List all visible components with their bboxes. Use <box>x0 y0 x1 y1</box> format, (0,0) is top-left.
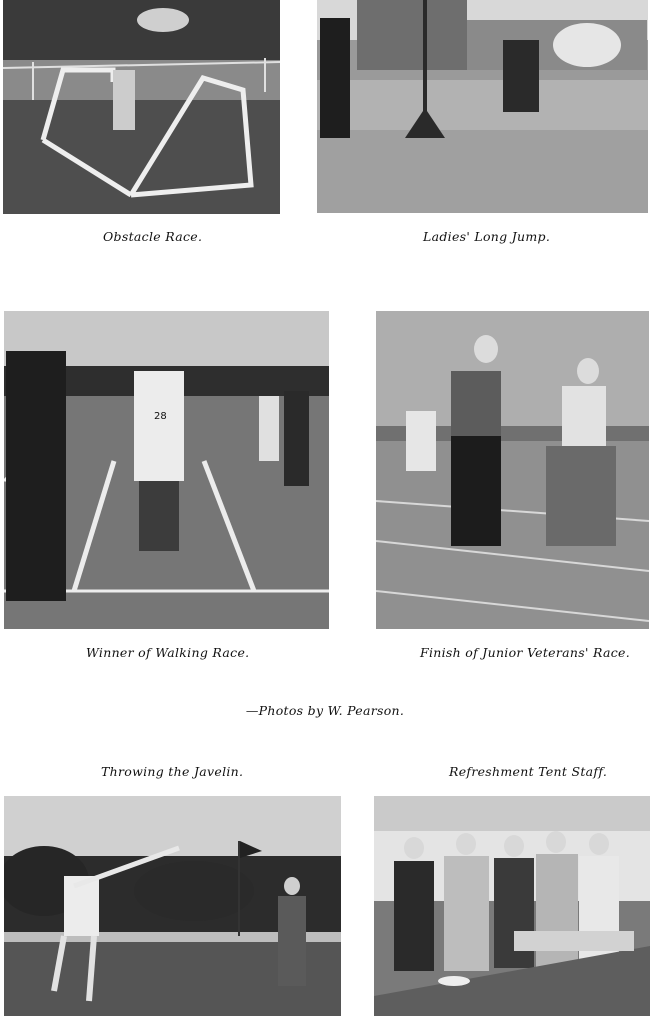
photo-junior-veterans <box>376 311 649 629</box>
caption-ladies-long-jump: Ladies' Long Jump. <box>423 229 551 244</box>
caption-walking-race: Winner of Walking Race. <box>86 645 250 660</box>
photo-obstacle-race <box>3 0 280 214</box>
photo-walking-race <box>4 311 329 629</box>
photo-javelin <box>4 796 341 1016</box>
runner-bib-number: 28 <box>154 411 167 422</box>
caption-refreshment: Refreshment Tent Staff. <box>449 764 608 779</box>
photo-ladies-long-jump <box>317 0 648 213</box>
photo-credit: —Photos by W. Pearson. <box>245 703 405 718</box>
caption-junior-veterans: Finish of Junior Veterans' Race. <box>420 645 630 660</box>
caption-javelin: Throwing the Javelin. <box>101 764 244 779</box>
caption-obstacle-race: Obstacle Race. <box>103 229 203 244</box>
photo-refreshment-tent <box>374 796 650 1016</box>
